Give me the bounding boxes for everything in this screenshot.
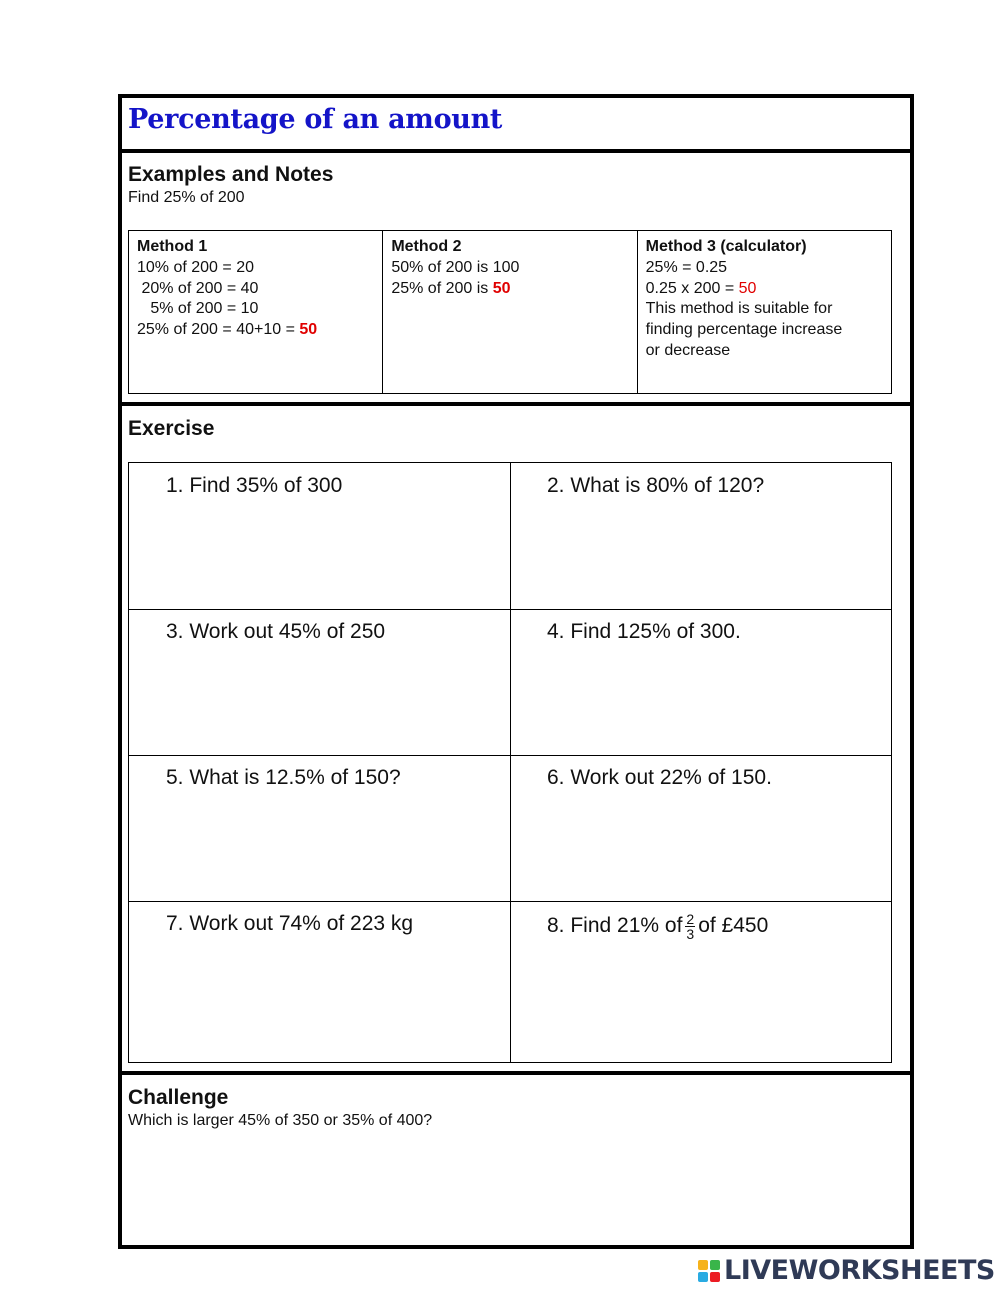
- question-8-prefix: 8. Find 21% of: [547, 914, 683, 938]
- logo-block: [698, 1272, 708, 1282]
- methods-table: [128, 230, 892, 394]
- method-1-answer: 50: [299, 321, 318, 339]
- divider-title: [118, 149, 914, 153]
- method-3-note: This method is suitable for: [645, 300, 833, 318]
- fraction-numerator: 2: [686, 911, 695, 927]
- question-6: 6. Work out 22% of 150.: [547, 766, 772, 789]
- method-2-final-text: 25% of 200 is: [391, 279, 493, 297]
- question-7: 7. Work out 74% of 223 kg: [166, 912, 414, 935]
- grid-divider: [129, 901, 891, 902]
- question-5: 5. What is 12.5% of 150?: [166, 766, 401, 789]
- grid-divider: [129, 755, 891, 756]
- logo-text: LIVEWORKSHEETS: [724, 1255, 995, 1286]
- liveworksheets-logo: [698, 1255, 995, 1286]
- examples-heading: Examples and Notes: [128, 163, 334, 186]
- divider-examples: [118, 402, 914, 406]
- examples-prompt: Find 25% of 200: [128, 189, 245, 206]
- divider-exercise: [118, 1071, 914, 1075]
- fraction: [685, 912, 695, 941]
- method-1-final: [137, 320, 374, 341]
- method-2-heading: Method 2: [391, 238, 462, 255]
- method-3-calc: [646, 279, 883, 300]
- method-3-note: finding percentage increase: [645, 321, 843, 339]
- method-3-note: or decrease: [645, 341, 731, 359]
- method-1-heading: Method 1: [137, 238, 208, 255]
- question-3: 3. Work out 45% of 250: [166, 620, 386, 643]
- method-1-line: 10% of 200 = 20: [137, 258, 254, 276]
- method-1-final-text: 25% of 200 = 40+10 =: [137, 321, 300, 339]
- method-2-cell: [382, 231, 636, 393]
- exercise-grid: [128, 462, 892, 1063]
- logo-block: [698, 1260, 708, 1270]
- method-1-line: 5% of 200 = 10: [137, 300, 259, 318]
- page-title: Percentage of an amount: [128, 104, 503, 135]
- logo-block: [710, 1260, 720, 1270]
- method-1-line: 20% of 200 = 40: [137, 279, 259, 297]
- method-3-heading: Method 3 (calculator): [645, 238, 807, 255]
- method-3-answer: 50: [738, 279, 757, 297]
- method-3-line: 25% = 0.25: [645, 258, 728, 276]
- method-3-calc-text: 0.25 x 200 =: [645, 279, 739, 297]
- fraction-denominator: 3: [686, 926, 695, 942]
- logo-blocks-icon: [698, 1260, 720, 1282]
- question-8-suffix: of £450: [698, 914, 769, 938]
- method-1-cell: [129, 231, 382, 393]
- exercise-heading: Exercise: [128, 417, 215, 440]
- question-1: 1. Find 35% of 300: [166, 474, 343, 497]
- challenge-heading: Challenge: [128, 1086, 229, 1109]
- question-8: [547, 912, 768, 941]
- grid-divider: [129, 609, 891, 610]
- question-4: 4. Find 125% of 300.: [547, 620, 741, 643]
- method-2-answer: 50: [492, 279, 511, 297]
- challenge-text: Which is larger 45% of 350 or 35% of 400?: [128, 1112, 433, 1129]
- method-2-line: 50% of 200 is 100: [391, 258, 520, 276]
- question-2: 2. What is 80% of 120?: [547, 474, 765, 497]
- logo-block: [710, 1272, 720, 1282]
- grid-divider: [510, 463, 511, 1062]
- method-3-cell: [637, 231, 891, 393]
- method-2-final: [391, 279, 628, 300]
